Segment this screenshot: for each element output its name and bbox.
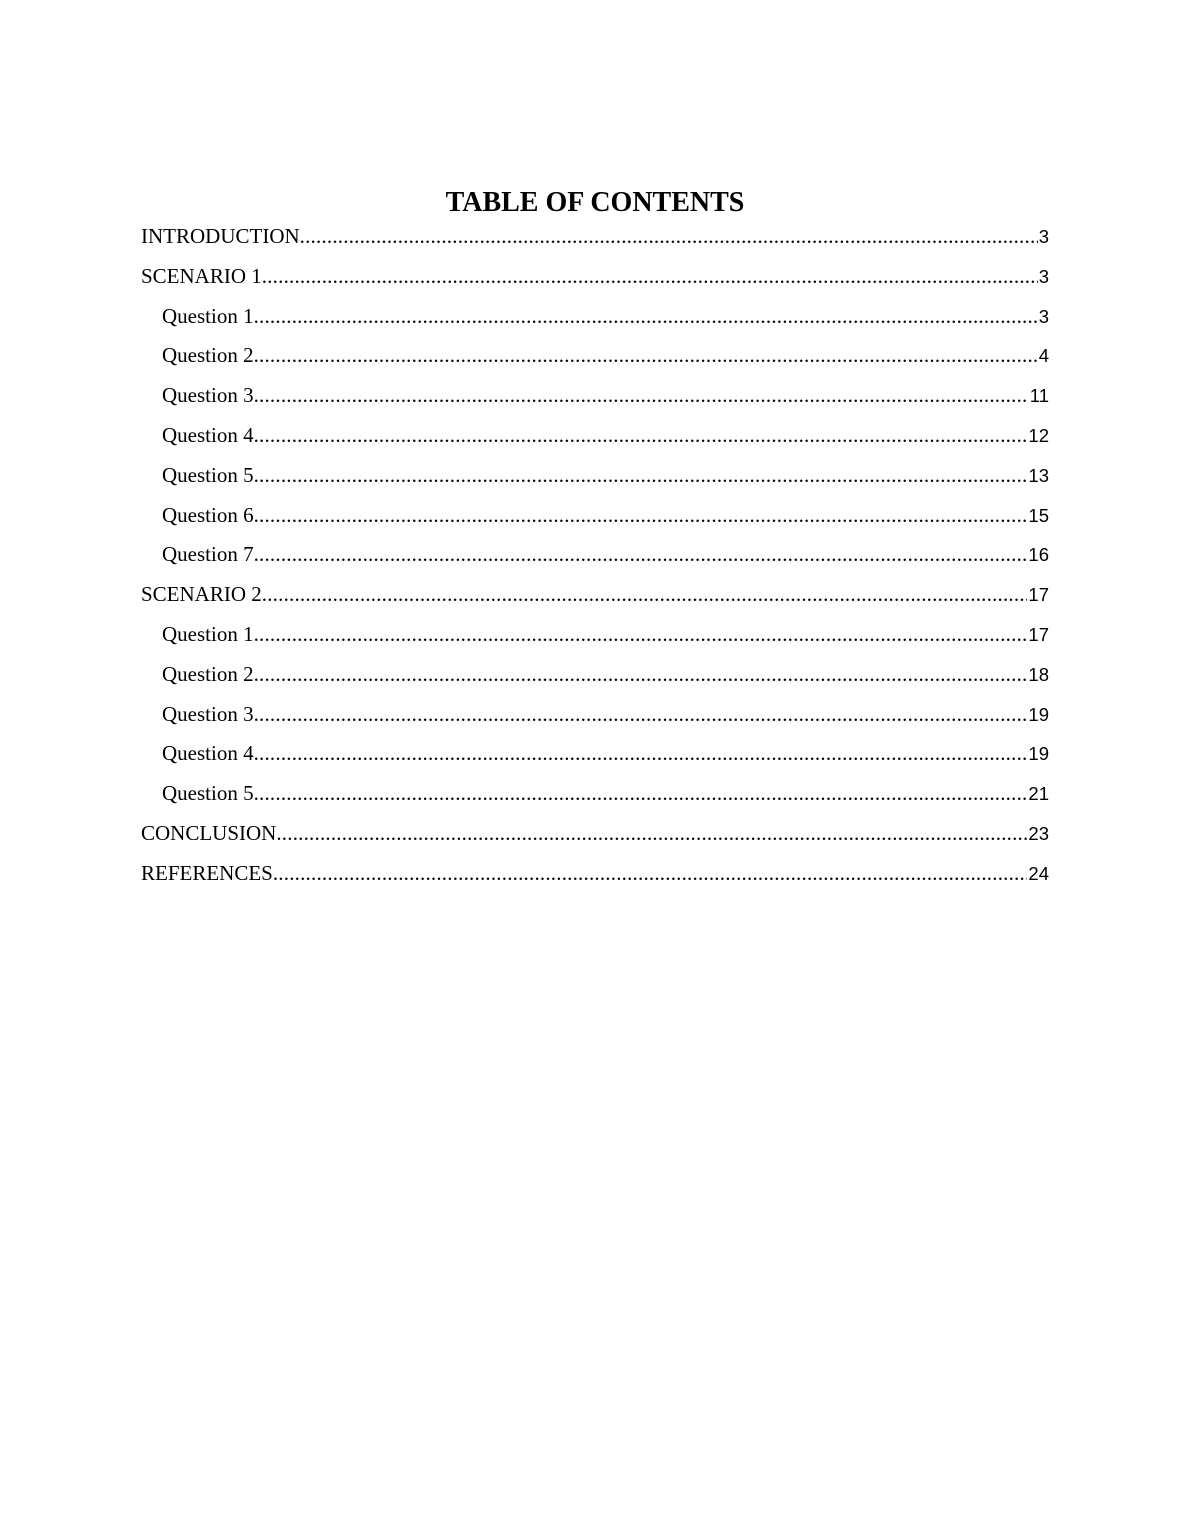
toc-dot-leader [254, 620, 1028, 648]
toc-entry-label: Question 4 [162, 422, 254, 447]
toc-dot-leader [254, 341, 1038, 369]
toc-entry-page: 21 [1028, 783, 1049, 805]
toc-entry-page: 3 [1038, 305, 1049, 327]
toc-entry-label: REFERENCES [141, 860, 273, 885]
toc-entry-page: 11 [1029, 385, 1049, 407]
toc-entry-label: Question 1 [162, 303, 254, 328]
toc-entry-s1-question-6[interactable] [141, 501, 1049, 541]
toc-entry-page: 3 [1038, 265, 1049, 287]
toc-entry-conclusion[interactable] [141, 819, 1049, 859]
toc-dot-leader [254, 660, 1028, 688]
toc-entry-label: Question 5 [162, 781, 254, 806]
toc-entry-s1-question-3[interactable] [141, 381, 1049, 421]
toc-entry-page: 24 [1028, 862, 1049, 884]
toc-entry-s1-question-5[interactable] [141, 461, 1049, 501]
toc-dot-leader [254, 461, 1028, 489]
toc-dot-leader [276, 819, 1027, 847]
toc-dot-leader [254, 501, 1028, 529]
toc-entry-page: 19 [1028, 743, 1049, 765]
toc-dot-leader [262, 262, 1038, 290]
toc-dot-leader [254, 540, 1028, 568]
toc-entry-page: 17 [1028, 623, 1049, 645]
toc-entry-label: Question 5 [162, 462, 254, 487]
toc-entry-s2-question-2[interactable] [141, 660, 1049, 700]
toc-entry-s2-question-3[interactable] [141, 700, 1049, 740]
toc-list [141, 222, 1049, 899]
toc-entry-page: 16 [1028, 544, 1049, 566]
toc-dot-leader [254, 421, 1028, 449]
toc-entry-page: 13 [1028, 464, 1049, 486]
toc-entry-s2-question-5[interactable] [141, 779, 1049, 819]
toc-entry-label: Question 1 [162, 621, 254, 646]
toc-entry-scenario-2[interactable] [141, 580, 1049, 620]
toc-entry-label: SCENARIO 2 [141, 582, 262, 607]
toc-title: TABLE OF CONTENTS [445, 187, 745, 218]
toc-dot-leader [300, 222, 1038, 250]
toc-dot-leader [254, 739, 1028, 767]
toc-entry-s1-question-2[interactable] [141, 341, 1049, 381]
toc-dot-leader [254, 302, 1038, 330]
toc-dot-leader [254, 779, 1028, 807]
toc-entry-scenario-1[interactable] [141, 262, 1049, 302]
toc-entry-label: CONCLUSION [141, 820, 277, 845]
toc-entry-s2-question-1[interactable] [141, 620, 1049, 660]
toc-dot-leader [262, 580, 1028, 608]
toc-dot-leader [254, 700, 1028, 728]
toc-dot-leader [254, 381, 1029, 409]
toc-entry-label: SCENARIO 1 [141, 263, 262, 288]
toc-entry-references[interactable] [141, 859, 1049, 899]
toc-entry-label: Question 6 [162, 502, 254, 527]
toc-entry-introduction[interactable] [141, 222, 1049, 262]
toc-entry-page: 19 [1028, 703, 1049, 725]
toc-entry-label: Question 4 [162, 741, 254, 766]
toc-entry-page: 4 [1038, 345, 1049, 367]
toc-entry-page: 18 [1028, 663, 1049, 685]
toc-entry-s1-question-1[interactable] [141, 302, 1049, 342]
toc-dot-leader [273, 859, 1028, 887]
toc-entry-page: 12 [1028, 424, 1049, 446]
toc-entry-label: Question 2 [162, 343, 254, 368]
toc-entry-label: Question 3 [162, 701, 254, 726]
toc-entry-label: Question 2 [162, 661, 254, 686]
toc-entry-label: INTRODUCTION [141, 224, 300, 248]
toc-entry-label: Question 3 [162, 383, 254, 408]
toc-entry-s1-question-4[interactable] [141, 421, 1049, 461]
toc-entry-s1-question-7[interactable] [141, 540, 1049, 580]
toc-entry-label: Question 7 [162, 542, 254, 567]
toc-entry-s2-question-4[interactable] [141, 739, 1049, 779]
toc-entry-page: 17 [1028, 584, 1049, 606]
toc-entry-page: 15 [1028, 504, 1049, 526]
toc-entry-page: 3 [1038, 226, 1049, 247]
toc-entry-page: 23 [1028, 822, 1049, 844]
